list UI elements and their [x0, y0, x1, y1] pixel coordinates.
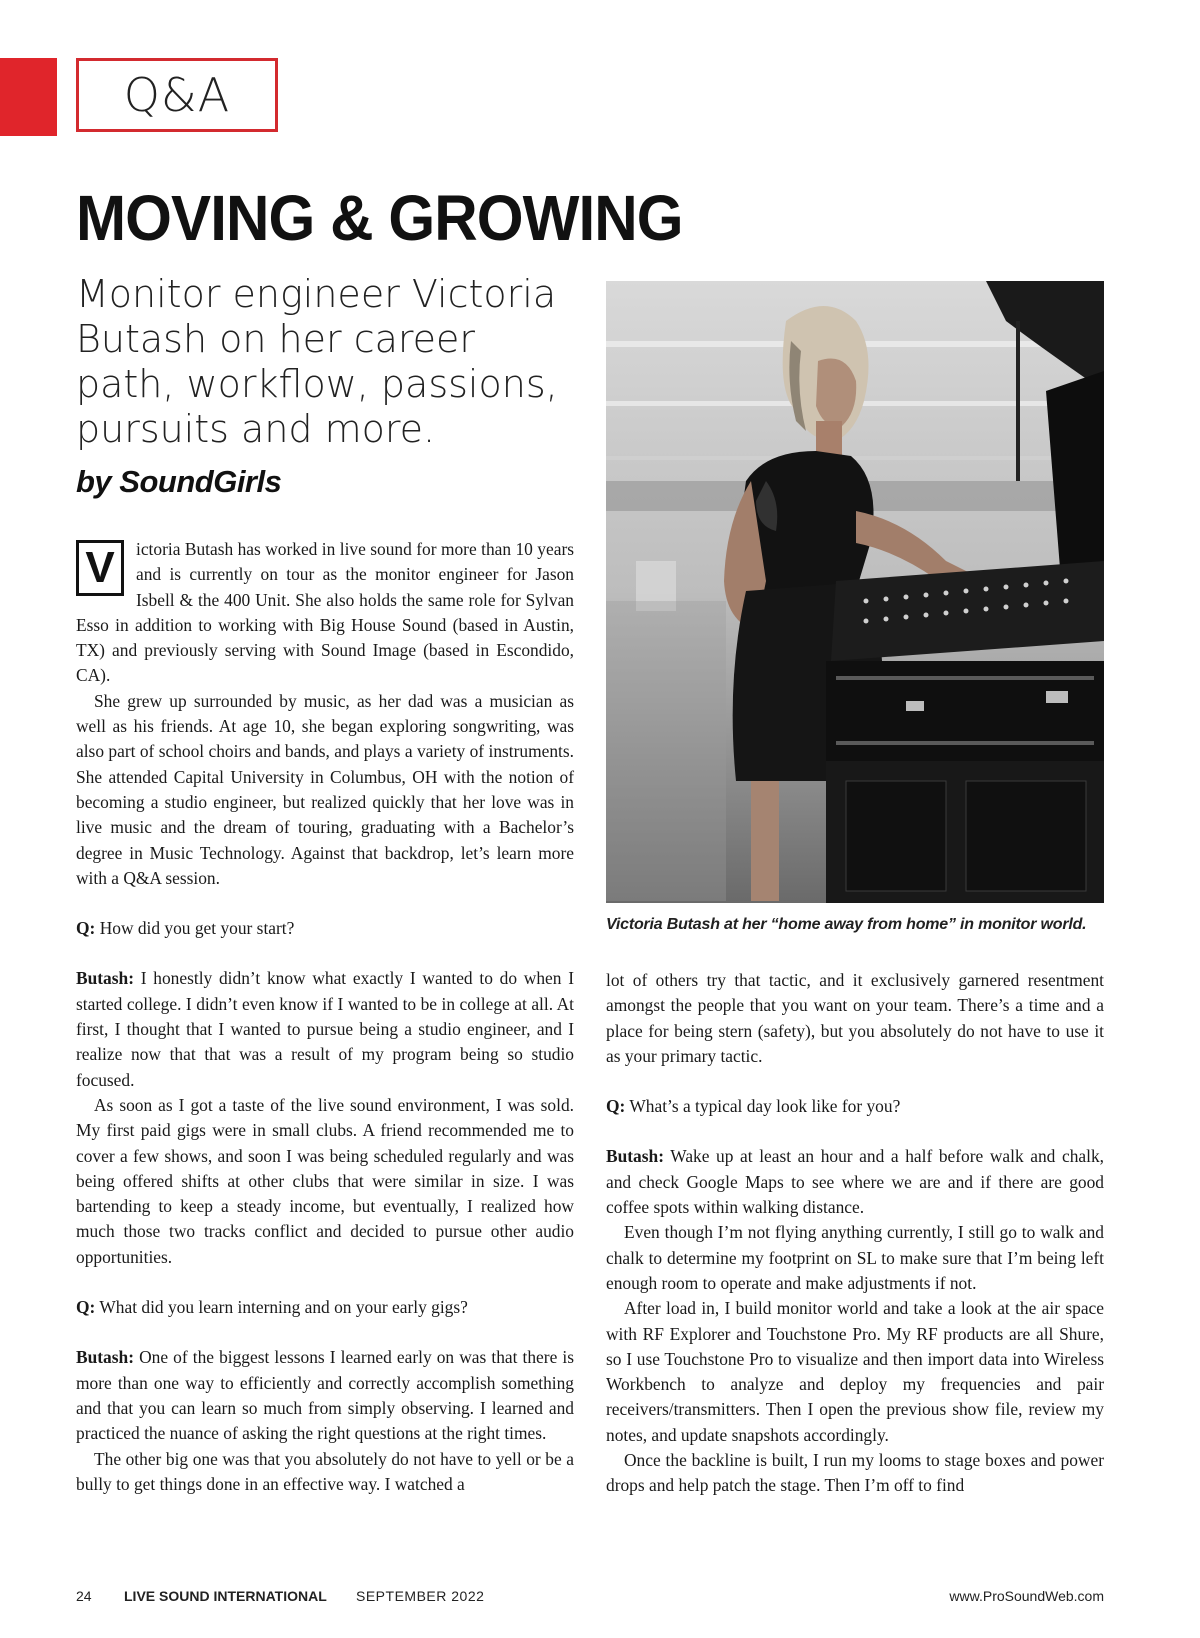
question: Q: What’s a typical day look like for you? [606, 1096, 901, 1117]
question-label: Q: [606, 1096, 626, 1117]
question-label: Q: [76, 918, 96, 939]
answer: Butash: I honestly didn’t know what exactly I wanted to do when I started college. I didn’t even know if I wanted to be in college at all. At first, I thought that I wanted to pursue being a studio engineer, and I realize now that that was a result of my program being so studio focused. [76, 968, 574, 1090]
answer: Butash: Wake up at least an hour and a half before walk and chalk, and check Google Maps to see where we are and if there are good coffee spots within walking distance. [606, 1146, 1104, 1218]
issue-date: SEPTEMBER 2022 [356, 1588, 485, 1604]
answer-label: Butash: [76, 1347, 134, 1368]
section-label-box [76, 58, 278, 132]
question: Q: What did you learn interning and on your early gigs? [76, 1297, 468, 1318]
headline: MOVING & GROWING [76, 182, 683, 254]
answer-label: Butash: [606, 1146, 664, 1167]
intro-paragraph: She grew up surrounded by music, as her dad was a musician as well as his friends. At age 10, she began exploring songwriting, was also part of school choirs and bands, and plays a variety of instruments. She attended Capital University in Columbus, OH with the notion of becoming a studio engineer, but realized quickly that her love was in live music and the dream of touring, graduating with a Bachelor’s degree in Music Technology. Against that backdrop, let’s learn more with a Q&A session. [76, 690, 574, 888]
answer-paragraph: After load in, I build monitor world and take a look at the air space with RF Explorer and Touchstone Pro. My RF products are all Shure, so I use Touchstone Pro to visualize and then import data into Wireless Workbench to analyze and deploy my frequencies and pair receivers/transmitters. Then I open the previous show file, review my notes, and update snapshots accordingly. [606, 1298, 1104, 1445]
question-label: Q: [76, 1297, 96, 1318]
section-color-tab [0, 58, 57, 136]
byline: by SoundGirls [76, 464, 282, 499]
answer-paragraph: The other big one was that you absolutely do not have to yell or be a bully to get things done in an effective way. I watched a [76, 1448, 574, 1494]
question: Q: How did you get your start? [76, 918, 295, 939]
article-column-left [76, 537, 574, 1497]
answer-label: Butash: [76, 968, 134, 989]
answer: Butash: One of the biggest lessons I learned early on was that there is more than one way to efficiently and correctly accomplish something and that you can learn so much from simply observing. I learned and practiced the nuance of asking the right questions at the right times. [76, 1347, 574, 1444]
magazine-name: LIVE SOUND INTERNATIONAL [124, 1588, 327, 1604]
answer-paragraph: Even though I’m not flying anything currently, I still go to walk and chalk to determine my footprint on SL to make sure that I’m being left enough room to operate and make adjustments if not. [606, 1222, 1104, 1293]
page-number: 24 [76, 1588, 92, 1604]
answer-paragraph: Once the backline is built, I run my looms to stage boxes and power drops and help patch the stage. Then I’m off to find [606, 1450, 1104, 1496]
article-column-right [606, 968, 1104, 1499]
intro-paragraph: V ictoria Butash has worked in live sound for more than 10 years and is currently on tour as the monitor engineer for Jason Isbell & the 400 Unit. She also holds the same role for Sylvan Esso in addition to working with Big House Sound (based in Austin, TX) and previously serving with Sound Image (based in Escondido, CA). [76, 539, 574, 686]
website-link[interactable]: www.ProSoundWeb.com [949, 1588, 1104, 1604]
drop-cap: V [76, 540, 124, 596]
answer-paragraph: lot of others try that tactic, and it exclusively garnered resentment amongst the people that you want on your team. There’s a time and a place for being stern (safety), but you absolutely do not have to use it as your primary tactic. [606, 970, 1104, 1066]
photo-illustration [606, 281, 1104, 903]
photo-caption: Victoria Butash at her “home away from home” in monitor world. [606, 916, 1087, 933]
deck: Monitor engineer Victoria Butash on her career path, workflow, passions, pursuits and more. [76, 272, 558, 451]
photo-monitor-engineer [606, 281, 1104, 903]
answer-paragraph: As soon as I got a taste of the live sound environment, I was sold. My first paid gigs were in small clubs. A friend recommended me to cover a few shows, and soon I was being scheduled regularly and was being offered shifts at other clubs that were similar in size. I was bartending to keep a steady income, but eventually, I realized how much those two tracks conflict and decided to pursue other audio opportunities. [76, 1094, 574, 1267]
section-label: Q&A [123, 68, 231, 122]
